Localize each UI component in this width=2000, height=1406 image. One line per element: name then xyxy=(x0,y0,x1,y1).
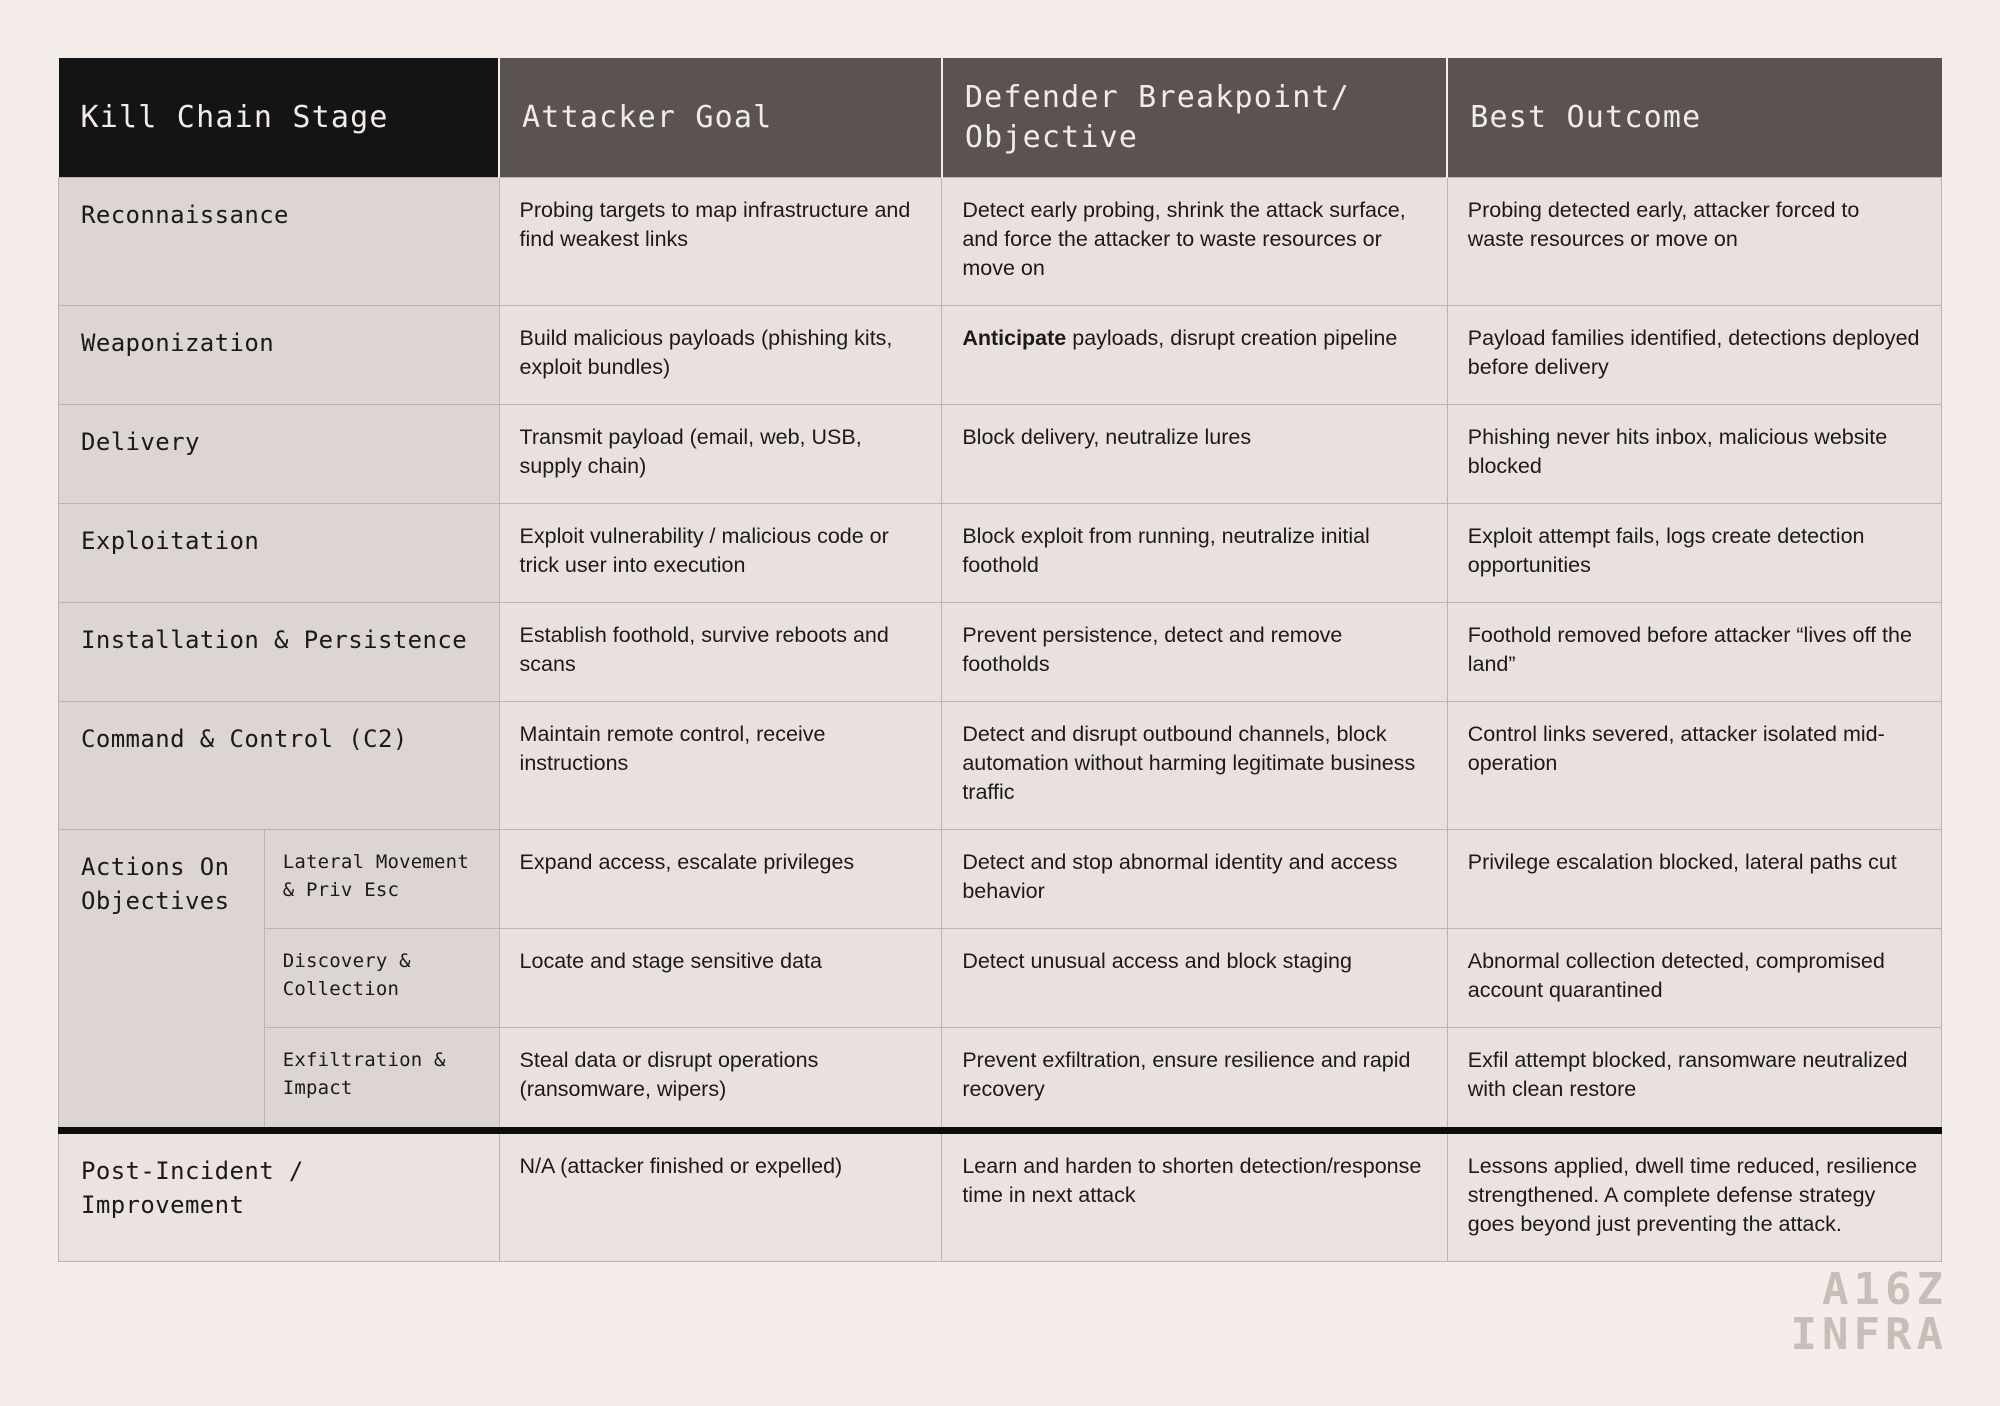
best-outcome-cell: Exploit attempt fails, logs create detection opportunities xyxy=(1447,504,1941,603)
stage-cell-grouped: Actions On Objectives xyxy=(59,830,265,1130)
table-row xyxy=(59,504,1942,603)
defender-breakpoint-cell: Block exploit from running, neutralize initial foothold xyxy=(942,504,1447,603)
attacker-goal-cell: Maintain remote control, receive instructions xyxy=(499,702,942,830)
attacker-goal-cell: Locate and stage sensitive data xyxy=(499,929,942,1028)
logo-line-infra: INFRA xyxy=(1790,1309,1948,1361)
attacker-goal-cell: Build malicious payloads (phishing kits, exploit bundles) xyxy=(499,306,942,405)
table-row xyxy=(59,405,1942,504)
stage-cell: Post-Incident / Improvement xyxy=(59,1130,500,1261)
table-row xyxy=(59,830,1942,929)
best-outcome-cell: Foothold removed before attacker “lives off the land” xyxy=(1447,603,1941,702)
attacker-goal-cell: Establish foothold, survive reboots and scans xyxy=(499,603,942,702)
best-outcome-cell: Phishing never hits inbox, malicious website blocked xyxy=(1447,405,1941,504)
stage-cell: Weaponization xyxy=(59,306,500,405)
best-outcome-cell: Abnormal collection detected, compromised account quarantined xyxy=(1447,929,1941,1028)
best-outcome-cell: Privilege escalation blocked, lateral paths cut xyxy=(1447,830,1941,929)
stage-cell: Exploitation xyxy=(59,504,500,603)
defender-breakpoint-cell: Detect unusual access and block staging xyxy=(942,929,1447,1028)
column-header-kill-chain-stage: Kill Chain Stage xyxy=(59,58,500,178)
defender-breakpoint-cell: Detect and disrupt outbound channels, block automation without harming legitimate business traffic xyxy=(942,702,1447,830)
table-header xyxy=(59,58,1942,178)
table-row xyxy=(59,178,1942,306)
attacker-goal-cell: N/A (attacker finished or expelled) xyxy=(499,1130,942,1261)
best-outcome-cell: Control links severed, attacker isolated mid-operation xyxy=(1447,702,1941,830)
kill-chain-table-container xyxy=(58,58,1942,1262)
substage-cell: Discovery & Collection xyxy=(264,929,499,1028)
defender-breakpoint-cell: Learn and harden to shorten detection/response time in next attack xyxy=(942,1130,1447,1261)
defender-breakpoint-cell: Detect and stop abnormal identity and access behavior xyxy=(942,830,1447,929)
emphasis-text: Anticipate xyxy=(962,326,1067,351)
defender-breakpoint-cell: Block delivery, neutralize lures xyxy=(942,405,1447,504)
defender-breakpoint-cell: Prevent persistence, detect and remove footholds xyxy=(942,603,1447,702)
column-header-best-outcome: Best Outcome xyxy=(1447,58,1941,178)
stage-cell: Installation & Persistence xyxy=(59,603,500,702)
table-row xyxy=(59,1028,1942,1130)
a16z-infra-logo xyxy=(1790,1264,1948,1361)
breakpoint-rest-text: payloads, disrupt creation pipeline xyxy=(1066,326,1398,351)
table-row-post-incident xyxy=(59,1130,1942,1261)
defender-breakpoint-cell xyxy=(942,306,1447,405)
table-body xyxy=(59,178,1942,1261)
stage-cell: Reconnaissance xyxy=(59,178,500,306)
defender-breakpoint-cell: Prevent exfiltration, ensure resilience and rapid recovery xyxy=(942,1028,1447,1130)
logo-line-a16z: A16Z xyxy=(1822,1264,1948,1316)
stage-cell: Command & Control (C2) xyxy=(59,702,500,830)
best-outcome-cell: Exfil attempt blocked, ransomware neutralized with clean restore xyxy=(1447,1028,1941,1130)
column-header-attacker-goal: Attacker Goal xyxy=(499,58,942,178)
header-row xyxy=(59,58,1942,178)
attacker-goal-cell: Steal data or disrupt operations (ransomware, wipers) xyxy=(499,1028,942,1130)
kill-chain-table xyxy=(58,58,1942,1262)
defender-breakpoint-cell: Detect early probing, shrink the attack surface, and force the attacker to waste resources or move on xyxy=(942,178,1447,306)
stage-cell: Delivery xyxy=(59,405,500,504)
table-row xyxy=(59,603,1942,702)
table-row xyxy=(59,929,1942,1028)
best-outcome-cell: Probing detected early, attacker forced to waste resources or move on xyxy=(1447,178,1941,306)
attacker-goal-cell: Expand access, escalate privileges xyxy=(499,830,942,929)
table-row xyxy=(59,306,1942,405)
column-header-defender-breakpoint: Defender Breakpoint/ Objective xyxy=(942,58,1447,178)
substage-cell: Lateral Movement & Priv Esc xyxy=(264,830,499,929)
table-row xyxy=(59,702,1942,830)
attacker-goal-cell: Transmit payload (email, web, USB, supply chain) xyxy=(499,405,942,504)
best-outcome-cell: Payload families identified, detections deployed before delivery xyxy=(1447,306,1941,405)
substage-cell: Exfiltration & Impact xyxy=(264,1028,499,1130)
best-outcome-cell: Lessons applied, dwell time reduced, resilience strengthened. A complete defense strategy goes beyond just preventing the attack. xyxy=(1447,1130,1941,1261)
attacker-goal-cell: Exploit vulnerability / malicious code or trick user into execution xyxy=(499,504,942,603)
attacker-goal-cell: Probing targets to map infrastructure and find weakest links xyxy=(499,178,942,306)
